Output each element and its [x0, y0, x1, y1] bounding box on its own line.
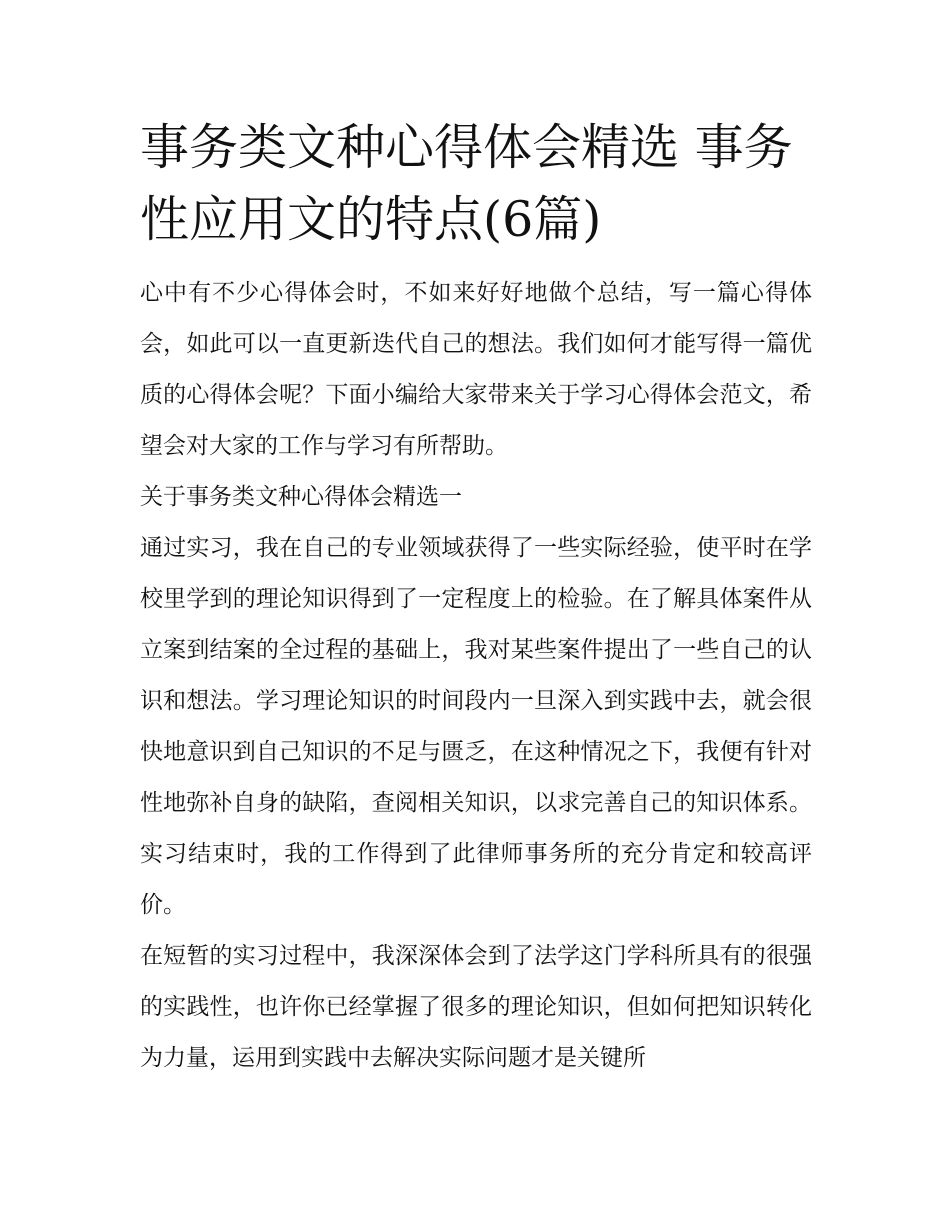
document-title: 事务类文种心得体会精选 事务性应用文的特点(6篇) [140, 119, 793, 248]
body-paragraph: 通过实习，我在自己的专业领域获得了一些实际经验，使平时在学校里学到的理论知识得到了一定程度上的检验。在了解具体案件从立案到结案的全过程的基础上，我对某些案件提出了一些自己的认识和想法。学习理论知识的时间段内一旦深入到实践中去，就会很快地意识到自己知识的不足与匮乏，在这种情况之下，我便有针对性地弥补自身的缺陷，查阅相关知识，以求完善自己的知识体系。实习结束时，我的工作得到了此律师事务所的充分肯定和较高评价。 [140, 535, 812, 918]
body-paragraph: 在短暂的实习过程中，我深深体会到了法学这门学科所具有的很强的实践性，也许你已经掌握了很多的理论知识，但如何把知识转化为力量，运用到实践中去解决实际问题才是关键所 [140, 943, 812, 1071]
document-body [140, 112, 812, 1084]
section-heading: 关于事务类文种心得体会精选一 [140, 484, 462, 510]
intro-paragraph: 心中有不少心得体会时，不如来好好地做个总结，写一篇心得体会，如此可以一直更新迭代自己的想法。我们如何才能写得一篇优质的心得体会呢？下面小编给大家带来关于学习心得体会范文，希望会对大家的工作与学习有所帮助。 [140, 280, 812, 459]
